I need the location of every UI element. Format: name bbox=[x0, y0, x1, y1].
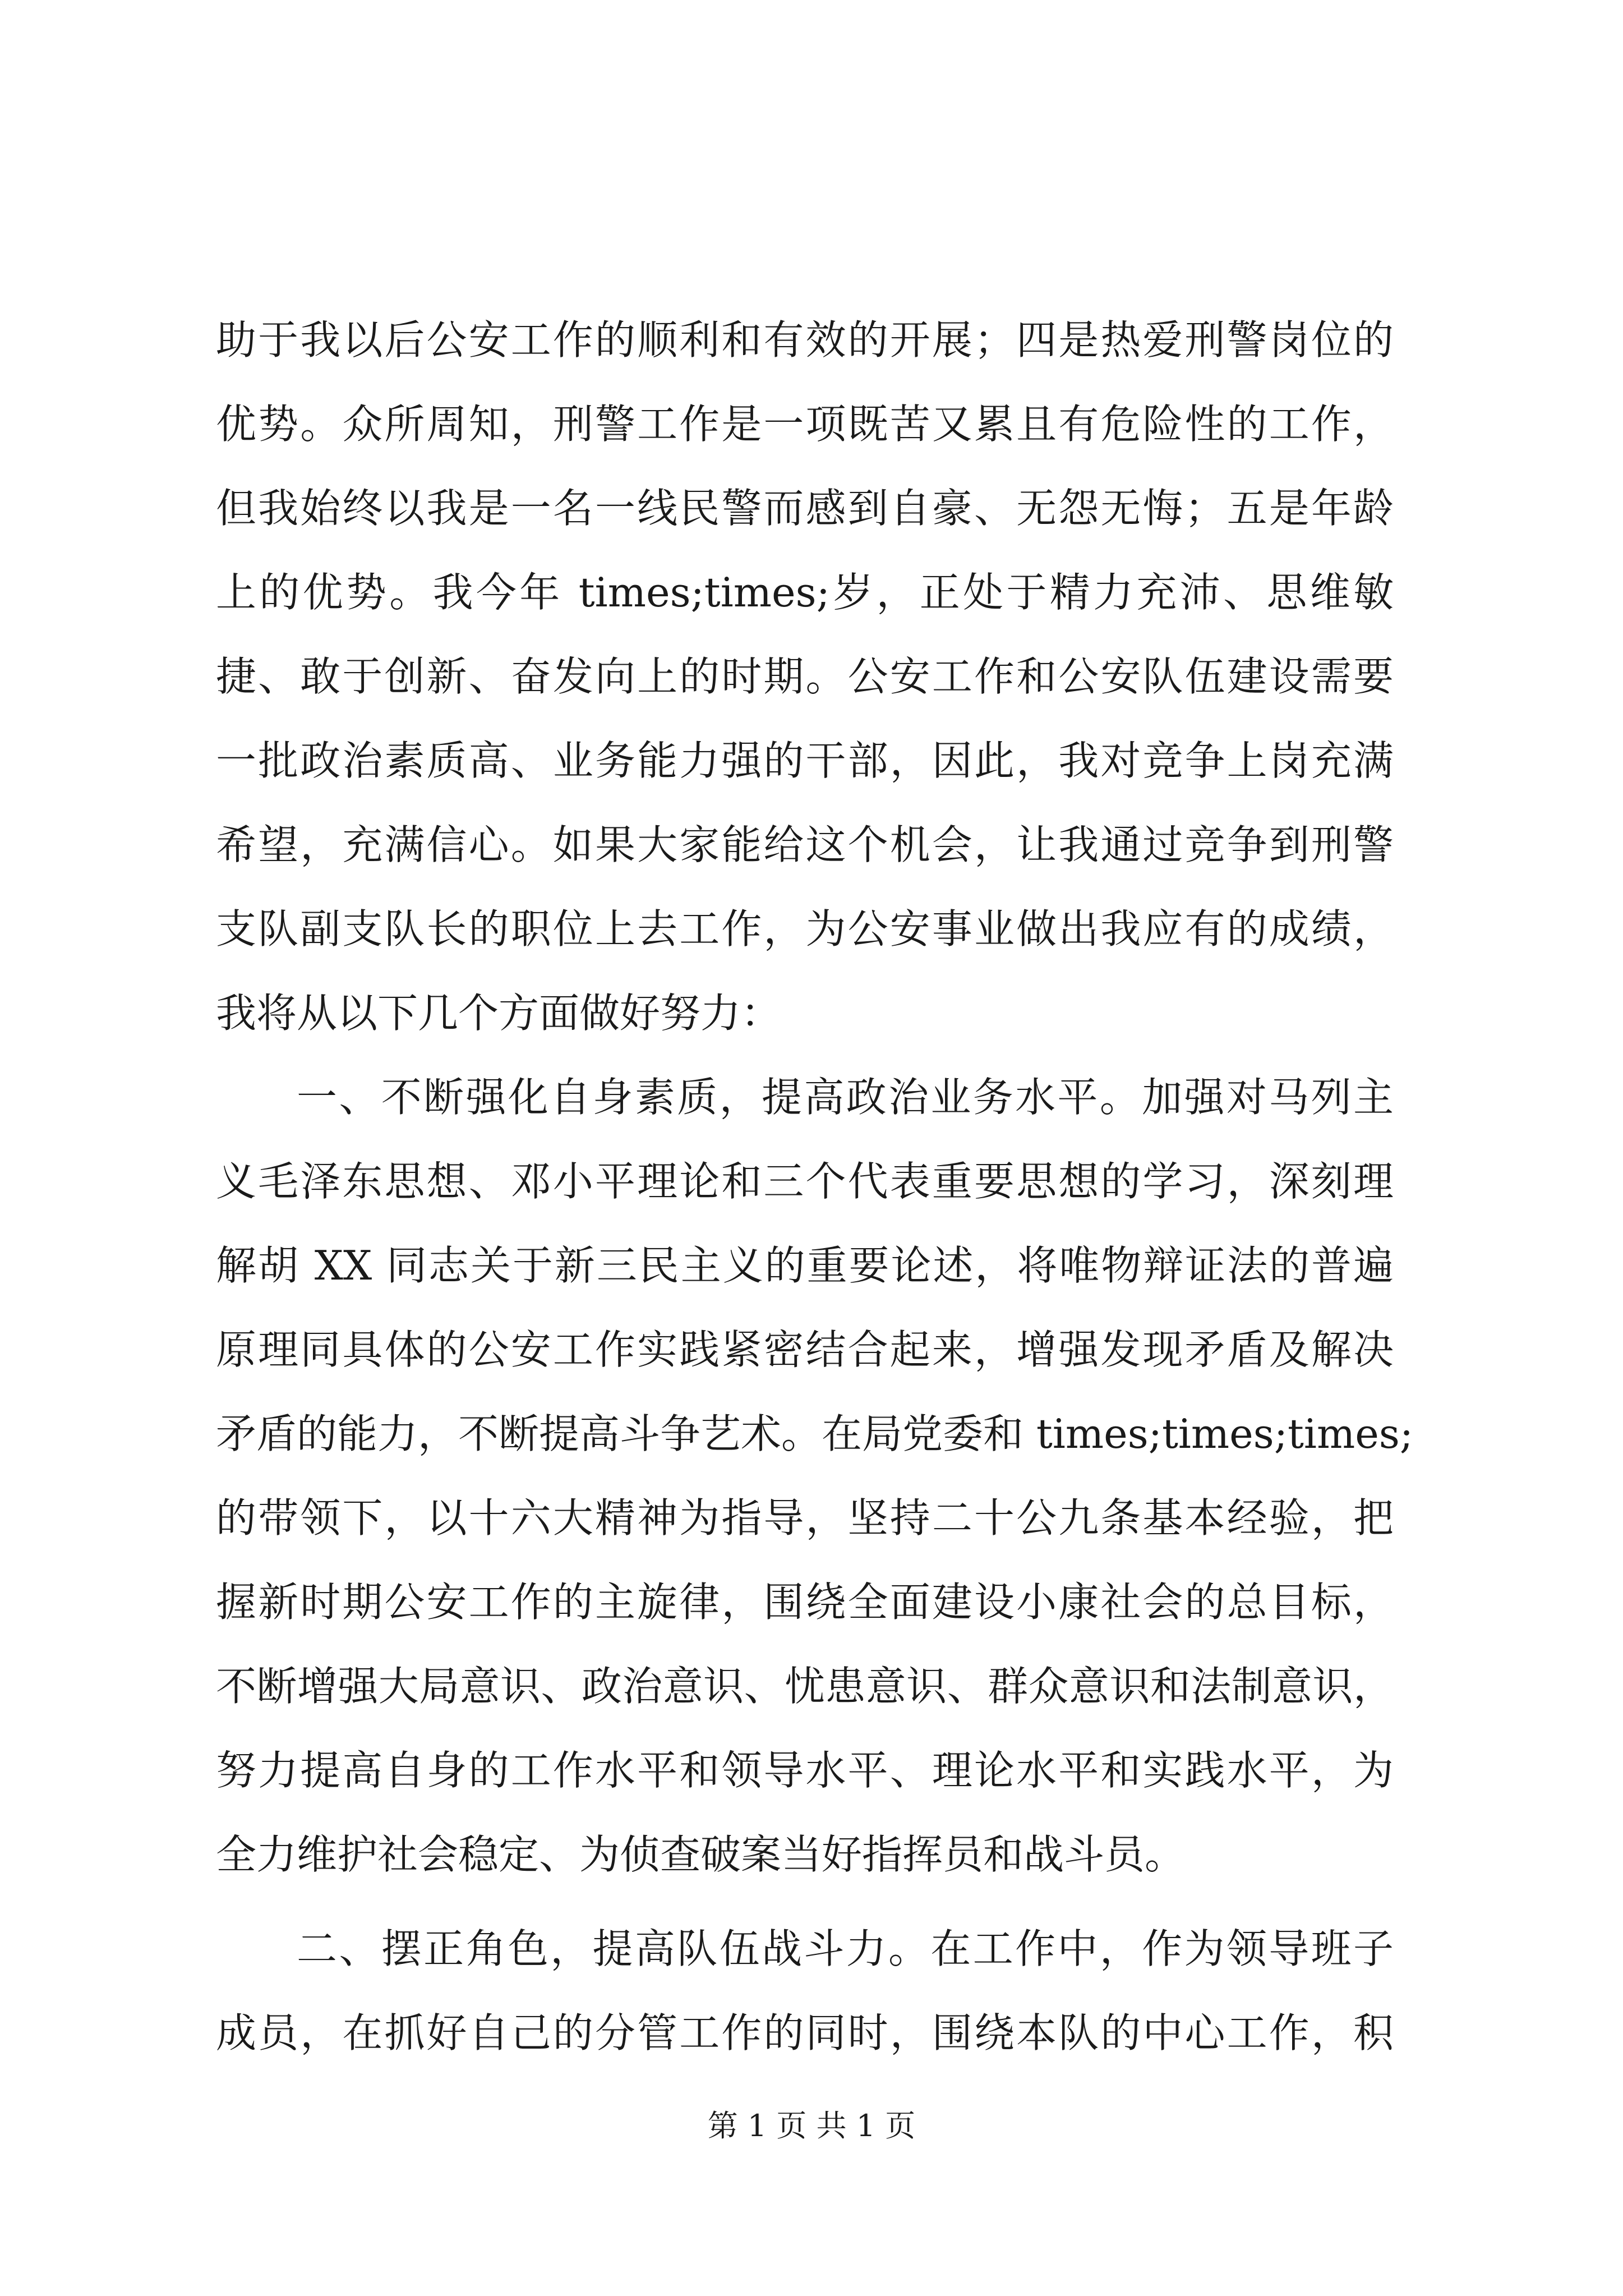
text-line: 捷、敢于创新、奋发向上的时期。公安工作和公安队伍建设需要 bbox=[216, 653, 1394, 700]
text-line: 助于我以后公安工作的顺利和有效的开展；四是热爱刑警岗位的 bbox=[216, 316, 1394, 364]
text-line: 但我始终以我是一名一线民警而感到自豪、无怨无悔；五是年龄 bbox=[216, 485, 1394, 532]
paragraph-2 bbox=[216, 1055, 1414, 1897]
page-footer: 第 1 页 共 1 页 bbox=[707, 2108, 916, 2143]
text-line: 矛盾的能力，不断提高斗争艺术。在局党委和 times;times;times; bbox=[216, 1410, 1414, 1457]
text-line: 上的优势。我今年 times;times;岁，正处于精力充沛、思维敏 bbox=[216, 569, 1394, 616]
text-line: 优势。众所周知，刑警工作是一项既苦又累且有危险性的工作， bbox=[216, 401, 1394, 448]
text-line: 努力提高自身的工作水平和领导水平、理论水平和实践水平，为 bbox=[216, 1747, 1394, 1794]
text-line: 一批政治素质高、业务能力强的干部，因此，我对竞争上岗充满 bbox=[216, 737, 1394, 784]
text-line: 二、摆正角色，提高队伍战斗力。在工作中，作为领导班子 bbox=[297, 1925, 1394, 1972]
paragraph-spacer bbox=[216, 1897, 1394, 1907]
paragraph-1 bbox=[216, 298, 1394, 1055]
text-line: 支队副支队长的职位上去工作，为公安事业做出我应有的成绩， bbox=[216, 905, 1394, 953]
text-line: 握新时期公安工作的主旋律，围绕全面建设小康社会的总目标， bbox=[216, 1579, 1394, 1626]
text-line: 一、不断强化自身素质，提高政治业务水平。加强对马列主 bbox=[297, 1074, 1394, 1121]
text-line: 的带领下，以十六大精神为指导，坚持二十公九条基本经验，把 bbox=[216, 1494, 1394, 1542]
text-line: 全力维护社会稳定、为侦查破案当好指挥员和战斗员。 bbox=[216, 1831, 1186, 1878]
text-line: 我将从以下几个方面做好努力： bbox=[216, 990, 782, 1037]
text-line: 成员，在抓好自己的分管工作的同时，围绕本队的中心工作，积 bbox=[216, 2009, 1394, 2056]
text-line: 义毛泽东思想、邓小平理论和三个代表重要思想的学习，深刻理 bbox=[216, 1158, 1394, 1205]
text-line: 原理同具体的公安工作实践紧密结合起来，增强发现矛盾及解决 bbox=[216, 1326, 1394, 1373]
text-line: 希望，充满信心。如果大家能给这个机会，让我通过竞争到刑警 bbox=[216, 821, 1394, 868]
text-line: 不断增强大局意识、政治意识、忧患意识、群众意识和法制意识， bbox=[216, 1663, 1394, 1710]
document-body bbox=[216, 298, 1414, 2075]
text-line: 解胡 XX 同志关于新三民主义的重要论述，将唯物辩证法的普遍 bbox=[216, 1242, 1394, 1289]
paragraph-3 bbox=[216, 1907, 1394, 2075]
